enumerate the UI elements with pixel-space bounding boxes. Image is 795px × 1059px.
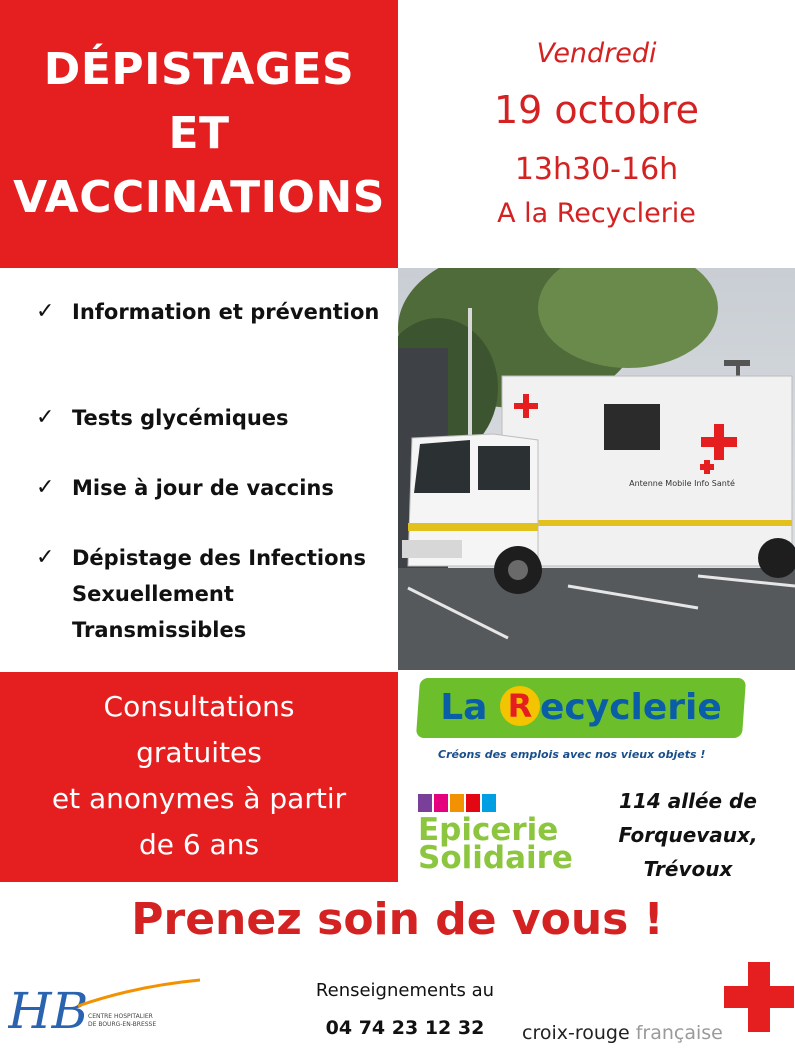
consult-line-4: de 6 ans [138,828,260,861]
consultation-banner [0,672,398,882]
croix-rouge-light: française [635,1022,723,1044]
croix-rouge-bold: croix-rouge [522,1022,630,1044]
event-place: A la Recyclerie [497,198,696,229]
truck-illustration [398,268,795,670]
event-info [398,0,795,268]
recyclerie-prefix: La [440,687,500,728]
recyclerie-logo [418,678,744,738]
event-date: 19 octobre [493,88,699,132]
consult-line-3: et anonymes à partir [51,782,347,815]
info-phone: 04 74 23 12 32 [325,1017,485,1039]
services-list [0,268,398,672]
check-icon: ✓ [36,545,55,570]
service-label: Tests glycémiques [72,406,289,430]
address-line-2: Forquevaux, [618,823,758,847]
hospital-logo [8,970,203,1045]
consult-line-2: gratuites [136,736,262,769]
truck-side-text: Antenne Mobile Info Santé [629,479,735,488]
croix-rouge-wordmark [522,1022,723,1044]
title-line-3: VACCINATIONS [13,172,385,223]
hospital-caption-2: DE BOURG-EN-BRESSE [88,1021,157,1028]
address-line-1: 114 allée de [619,789,757,813]
event-day: Vendredi [536,38,657,69]
epicerie-name-line-1: Epicerie [418,812,559,848]
check-icon: ✓ [36,299,55,324]
slogan: Prenez soin de vous ! [131,894,664,945]
address-line-3: Trévoux [643,857,733,881]
epicerie-name-line-2: Solidaire [418,840,573,876]
info-label: Renseignements au [315,980,495,1001]
consult-line-1: Consultations [103,690,295,723]
service-label: Dépistage des Infections Sexuellement Transmissibles [72,546,366,642]
title-line-2: ET [168,108,230,159]
service-label: Information et prévention [72,300,380,324]
service-label: Mise à jour de vaccins [72,476,334,500]
hospital-initials: HB [8,982,89,1040]
title-line-1: DÉPISTAGES [43,44,355,95]
event-address [598,784,778,886]
recyclerie-tagline: Créons des emplois avec nos vieux objets ! [438,748,706,761]
epicerie-logo-blocks [418,794,498,812]
red-cross-icon [724,962,794,1032]
check-icon: ✓ [36,405,55,430]
recyclerie-r-badge: R [500,686,540,726]
check-icon: ✓ [36,475,55,500]
title-banner [0,0,398,268]
recyclerie-suffix: ecyclerie [539,687,722,728]
hospital-caption-1: CENTRE HOSPITALIER [88,1013,153,1020]
event-time: 13h30-16h [514,152,679,187]
